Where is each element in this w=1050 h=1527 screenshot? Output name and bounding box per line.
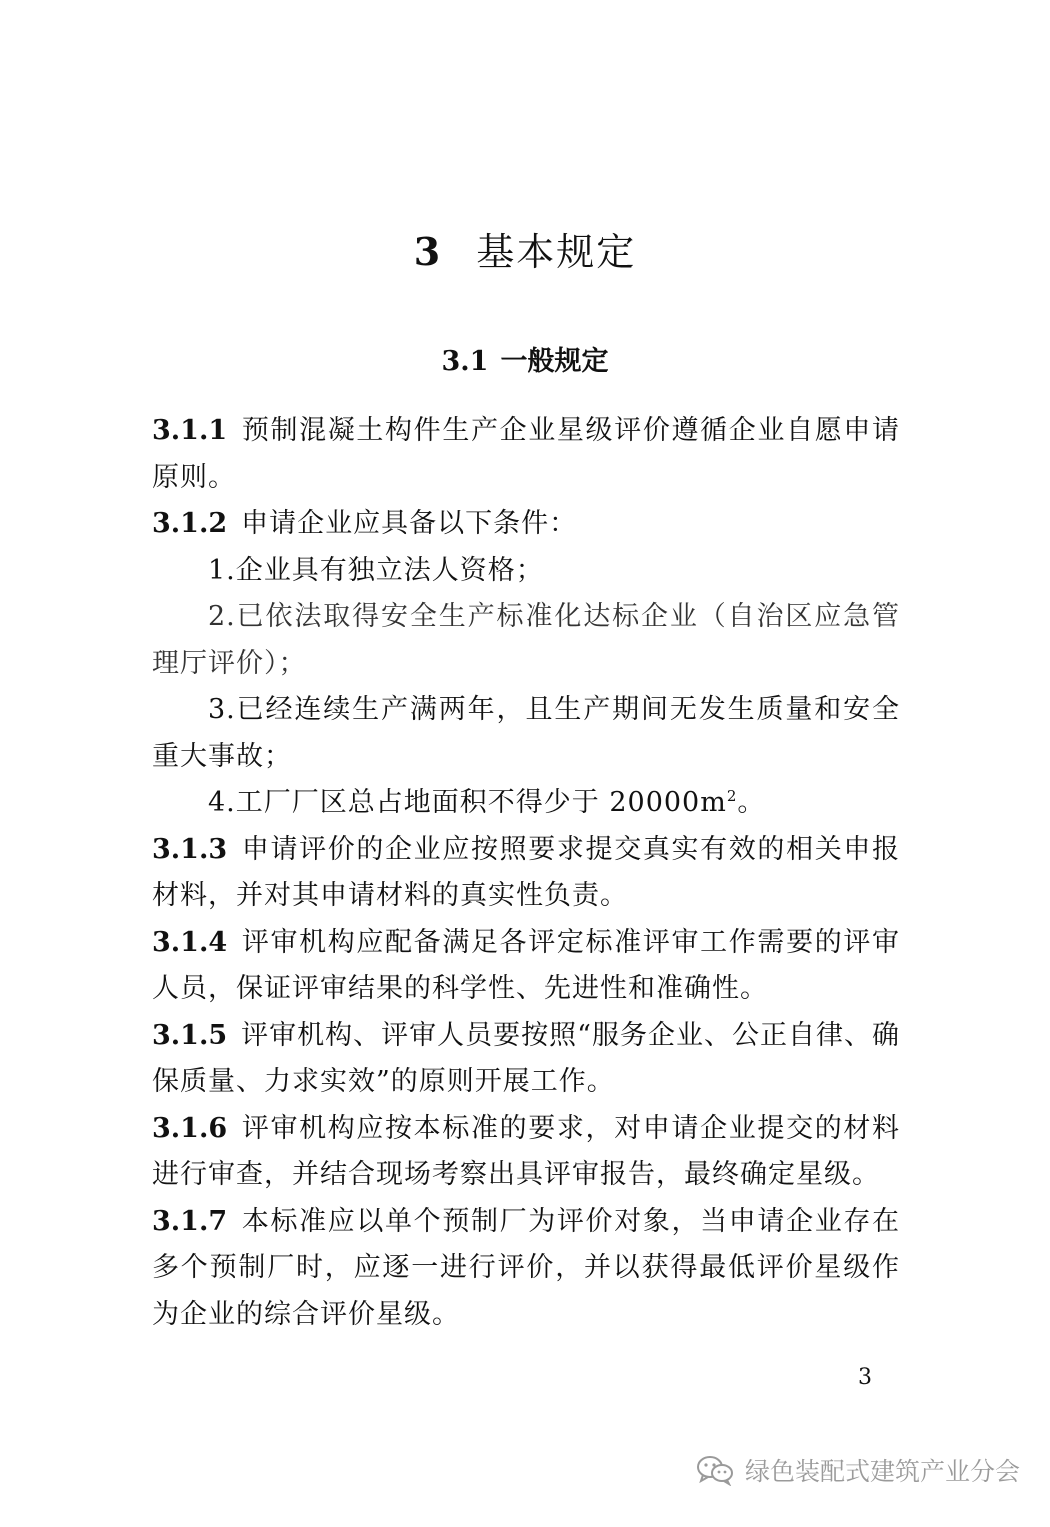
watermark-text: 绿色装配式建筑产业分会 bbox=[744, 1457, 1020, 1486]
clause-text: 申请企业应具备以下条件： bbox=[241, 508, 578, 539]
chapter-number: 3 bbox=[413, 229, 443, 274]
clause-3-1-1 bbox=[152, 408, 900, 501]
clause-number: 3.1.1 bbox=[152, 415, 228, 446]
clause-3-1-5 bbox=[152, 1013, 900, 1106]
clause-text: 申请评价的企业应按照要求提交真实有效的相关申报材料，并对其申请材料的真实性负责。 bbox=[152, 833, 900, 911]
clause-3-1-6 bbox=[152, 1106, 900, 1199]
clause-number: 3.1.3 bbox=[152, 833, 228, 865]
condition-text: 1.企业具有独立法人资格； bbox=[208, 554, 544, 586]
condition-item-4 bbox=[152, 780, 900, 827]
section-title-text: 一般规定 bbox=[500, 346, 609, 377]
clause-text: 本标准应以单个预制厂为评价对象，当申请企业存在多个预制厂时，应逐一进行评价，并以获得最低评价星级作为企业的综合评价星级。 bbox=[152, 1205, 900, 1330]
condition-text: 3.已经连续生产满两年，且生产期间无发生质量和安全重大事故； bbox=[152, 694, 900, 772]
condition-text: 4.工厂厂区总占地面积不得少于 20000m bbox=[208, 787, 727, 818]
wechat-icon bbox=[695, 1454, 735, 1486]
clause-text: 评审机构应按本标准的要求，对申请企业提交的材料进行审查，并结合现场考察出具评审报告，最终确定星级。 bbox=[152, 1112, 900, 1190]
watermark bbox=[695, 1452, 1020, 1488]
document-body bbox=[152, 408, 900, 1338]
section-number: 3.1 bbox=[441, 346, 489, 377]
clause-text: 预制混凝土构件生产企业星级评价遵循企业自愿申请原则。 bbox=[152, 415, 900, 493]
chapter-title bbox=[0, 224, 1050, 280]
section-title bbox=[0, 340, 1050, 384]
chapter-title-text: 基本规定 bbox=[476, 230, 637, 274]
condition-text: 2.已依法取得安全生产标准化达标企业（自治区应急管理厅评价）； bbox=[152, 601, 900, 679]
clause-number: 3.1.4 bbox=[152, 926, 228, 958]
clause-number: 3.1.7 bbox=[152, 1205, 228, 1237]
clause-number: 3.1.6 bbox=[152, 1112, 228, 1144]
clause-number: 3.1.5 bbox=[152, 1019, 228, 1051]
condition-item-2 bbox=[152, 594, 900, 687]
condition-item-1 bbox=[152, 548, 900, 595]
page-number: 3 bbox=[858, 1365, 872, 1390]
condition-item-3 bbox=[152, 687, 900, 780]
condition-suffix: 。 bbox=[737, 787, 766, 818]
clause-text: 评审机构应配备满足各评定标准评审工作需要的评审人员，保证评审结果的科学性、先进性和准确性。 bbox=[152, 926, 900, 1004]
clause-text: 评审机构、评审人员要按照“服务企业、公正自律、确保质量、力求实效”的原则开展工作。 bbox=[152, 1019, 900, 1097]
clause-3-1-3 bbox=[152, 827, 900, 920]
clause-3-1-4 bbox=[152, 920, 900, 1013]
superscript-2: 2 bbox=[726, 787, 738, 805]
clause-3-1-2 bbox=[152, 501, 900, 548]
clause-number: 3.1.2 bbox=[152, 508, 228, 539]
clause-3-1-7 bbox=[152, 1199, 900, 1339]
